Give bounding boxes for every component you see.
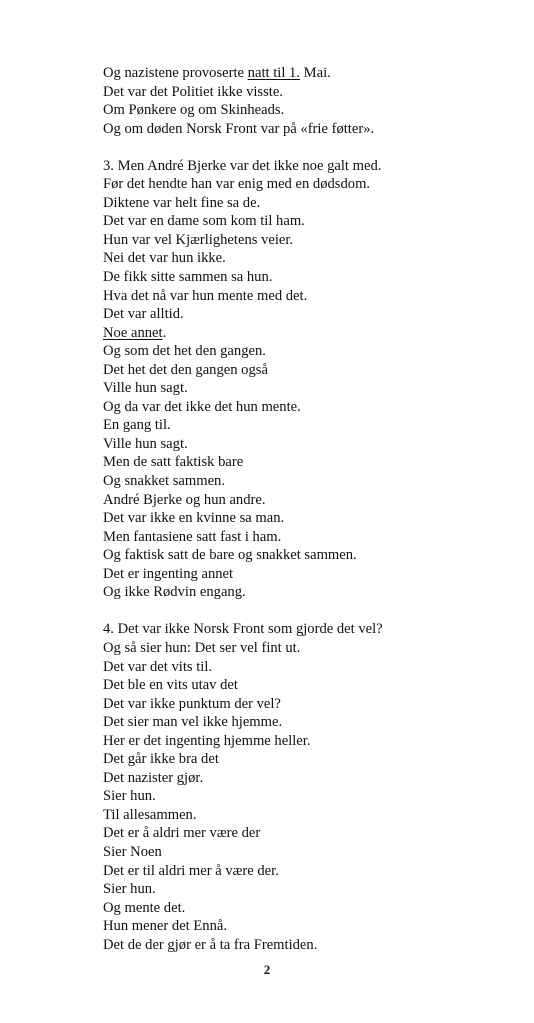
poem-text [103, 64, 503, 954]
text-segment: Det går ikke bra det [103, 751, 219, 768]
text-segment: Og som det het den gangen. [103, 343, 266, 360]
text-line [103, 361, 503, 380]
paragraph-gap [103, 138, 503, 157]
text-line [103, 546, 503, 565]
text-segment: 3. Men André Bjerke var det ikke noe galt med. [103, 157, 382, 174]
text-line [103, 509, 503, 528]
text-segment: Men fantasiene satt fast i ham. [103, 528, 282, 545]
text-segment: Det var ikke en kvinne sa man. [103, 510, 285, 527]
text-line [103, 101, 503, 120]
page-number: 2 [263, 962, 271, 977]
text-segment: Men de satt faktisk bare [103, 454, 244, 471]
text-line [103, 658, 503, 677]
text-segment: Det var det Politiet ikke visste. [103, 83, 283, 100]
text-line [103, 398, 503, 417]
text-segment: Og da var det ikke det hun mente. [103, 398, 301, 415]
text-line [103, 936, 503, 955]
text-segment: Ville hun sagt. [103, 435, 188, 452]
text-segment: Det var alltid. [103, 306, 184, 323]
text-segment: Og om døden Norsk Front var på «frie føtter». [103, 120, 375, 137]
text-segment: En gang til. [103, 417, 171, 434]
text-line [103, 212, 503, 231]
text-segment: Det var en dame som kom til ham. [103, 213, 305, 230]
text-line [103, 268, 503, 287]
text-line [103, 565, 503, 584]
text-line [103, 472, 503, 491]
text-segment: 4. Det var ikke Norsk Front som gjorde det vel? [103, 621, 383, 638]
text-line [103, 528, 503, 547]
text-segment: Og ikke Rødvin engang. [103, 584, 246, 601]
text-line [103, 83, 503, 102]
text-segment: Hun var vel Kjærlighetens veier. [103, 231, 294, 248]
text-segment: Og mente det. [103, 899, 186, 916]
text-line [103, 324, 503, 343]
text-line [103, 379, 503, 398]
text-line [103, 787, 503, 806]
text-segment: Det de der gjør er å ta fra Fremtiden. [103, 936, 318, 953]
text-segment: Det var ikke punktum der vel? [103, 695, 281, 712]
text-line [103, 249, 503, 268]
text-line [103, 880, 503, 899]
text-segment: Sier hun. [103, 881, 156, 898]
text-line [103, 843, 503, 862]
text-segment: Det var det vits til. [103, 658, 213, 675]
text-line [103, 732, 503, 751]
text-line [103, 305, 503, 324]
text-segment: Det er til aldri mer å være der. [103, 862, 279, 879]
text-line [103, 620, 503, 639]
text-segment: Og så sier hun: Det ser vel fint ut. [103, 639, 301, 656]
text-segment: Sier hun. [103, 788, 156, 805]
text-line [103, 194, 503, 213]
text-segment: Og faktisk satt de bare og snakket sammen. [103, 547, 357, 564]
text-line [103, 824, 503, 843]
text-line [103, 157, 503, 176]
text-segment: Det sier man vel ikke hjemme. [103, 714, 283, 731]
text-line [103, 917, 503, 936]
text-line [103, 713, 503, 732]
text-segment: Til allesammen. [103, 806, 197, 823]
text-line [103, 342, 503, 361]
text-line [103, 64, 503, 83]
text-line [103, 175, 503, 194]
text-segment: Hun mener det Ennå. [103, 918, 228, 935]
text-segment: Og snakket sammen. [103, 473, 225, 490]
text-segment: Her er det ingenting hjemme heller. [103, 732, 311, 749]
text-line [103, 676, 503, 695]
text-segment: Mai. [299, 65, 331, 81]
text-line [103, 899, 503, 918]
text-line [103, 453, 503, 472]
text-segment: De fikk sitte sammen sa hun. [103, 269, 273, 286]
text-line [103, 639, 503, 658]
text-segment: Sier Noen [103, 843, 162, 860]
underlined-text: Noe annet [103, 324, 163, 341]
text-segment: Hva det nå var hun mente med det. [103, 287, 308, 304]
text-line [103, 231, 503, 250]
text-segment: . [162, 324, 167, 341]
text-segment: Om Pønkere og om Skinheads. [103, 102, 285, 119]
text-line [103, 862, 503, 881]
text-line [103, 750, 503, 769]
text-segment: Det nazister gjør. [103, 769, 204, 786]
text-line [103, 491, 503, 510]
text-segment: Diktene var helt fine sa de. [103, 194, 261, 211]
text-line [103, 583, 503, 602]
text-line [103, 435, 503, 454]
text-segment: Det ble en vits utav det [103, 677, 238, 694]
text-segment: Nei det var hun ikke. [103, 250, 226, 267]
text-segment: André Bjerke og hun andre. [103, 491, 266, 508]
text-segment: Det er ingenting annet [103, 565, 234, 582]
text-segment: Og nazistene provoserte [103, 65, 248, 81]
text-segment: Før det hendte han var enig med en dødsdom. [103, 176, 371, 193]
text-line [103, 806, 503, 825]
text-line [103, 416, 503, 435]
text-line [103, 120, 503, 139]
text-segment: Ville hun sagt. [103, 380, 188, 397]
text-line [103, 287, 503, 306]
text-line [103, 695, 503, 714]
paragraph-gap [103, 602, 503, 621]
text-line [103, 769, 503, 788]
underlined-text: natt til 1. [247, 65, 300, 81]
text-segment: Det er å aldri mer være der [103, 825, 261, 842]
text-segment: Det het det den gangen også [103, 361, 268, 378]
